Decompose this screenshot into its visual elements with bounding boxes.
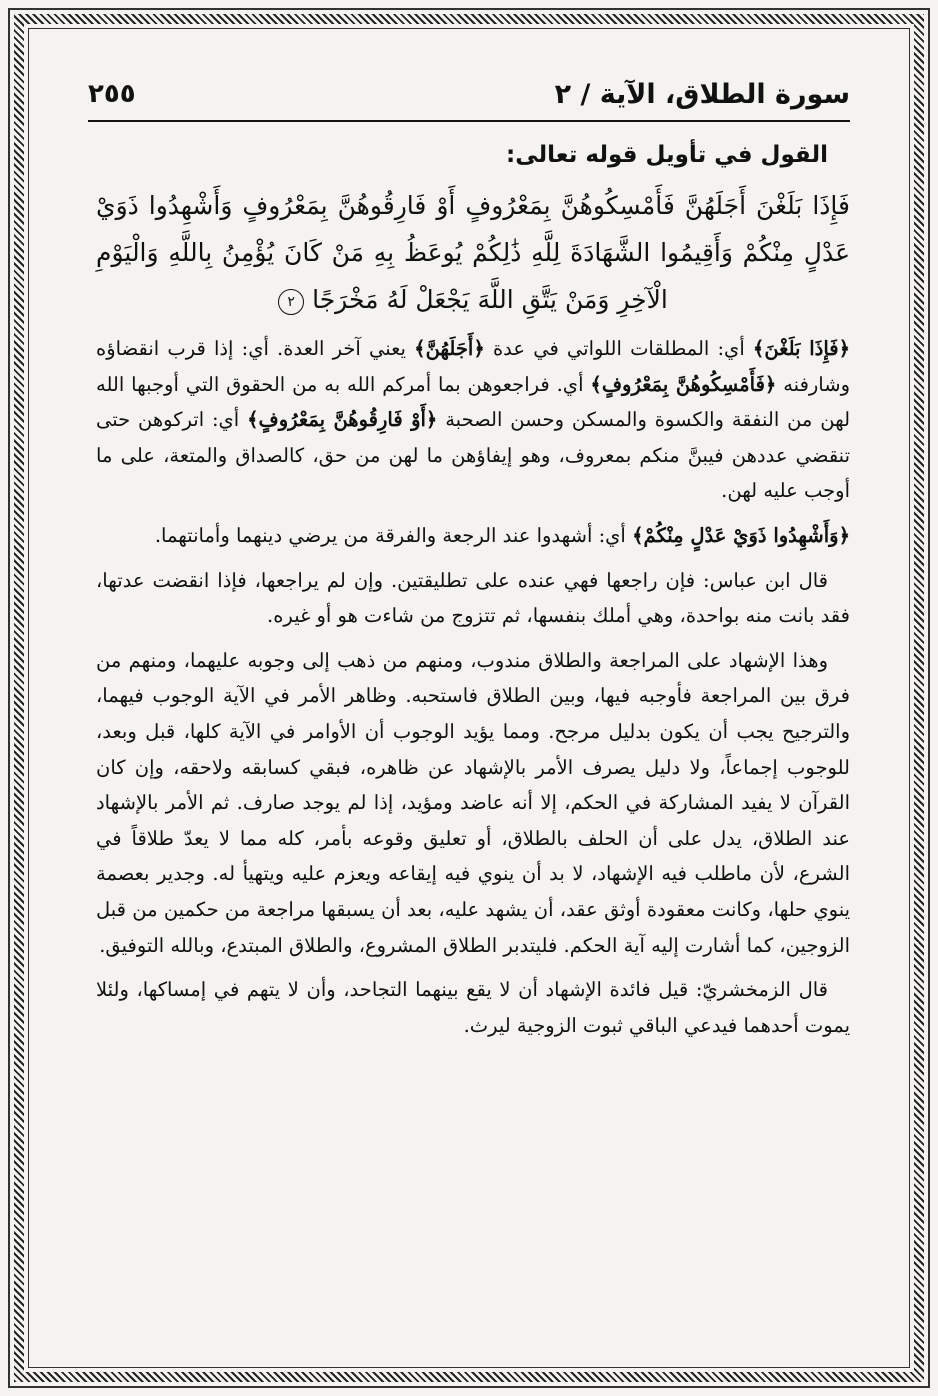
quran-verse-text: فَإِذَا بَلَغْنَ أَجَلَهُنَّ فَأَمْسِكُوهُنَّ بِمَعْرُوفٍ أَوْ فَارِقُوهُنَّ بِمَعْرُوفٍ وَأَشْهِدُوا ذَوَيْ عَدْلٍ مِنْكُمْ وَأَقِيمُوا الشَّهَادَةَ لِلَّهِ ذَٰلِكُمْ يُوعَظُ بِهِ مَنْ كَانَ يُؤْمِنُ بِاللَّهِ وَالْيَوْمِ الْآخِرِ وَمَنْ يَتَّقِ اللَّهَ يَجْعَلْ لَهُ مَخْرَجًا	[96, 191, 850, 314]
verse-number-marker: ٢	[278, 289, 304, 315]
commentary-text: أي. فراجعوهن بما أمركم الله به من الحقوق التي أوجبها الله لهن من النفقة والكسوة والمسكن وحسن الصحبة	[96, 372, 851, 432]
quran-quote: ﴿أَوْ فَارِقُوهُنَّ بِمَعْرُوفٍ﴾	[247, 408, 438, 432]
commentary-text: أي: أشهدوا عند الرجعة والفرقة من يرضي دينهما وأمانتهما.	[154, 523, 633, 547]
commentary-body	[96, 331, 850, 1043]
paragraph-p2	[96, 518, 850, 554]
commentary-text: يعني آخر العدة. أي: إذا قرب انقضاؤه وشارفنه	[96, 337, 851, 396]
paragraph-p1	[96, 331, 850, 509]
quran-quote: ﴿وَأَشْهِدُوا ذَوَيْ عَدْلٍ مِنْكُمْ﴾	[632, 523, 850, 547]
commentary-text: قال ابن عباس: فإن راجعها فهي عنده على تطليقتين. وإن لم يراجعها، فإذا انقضت عدتها، فقد بانت منه بواحدة، وهي أملك بنفسها، ثم تتزوج من شاءت هو أو غيره.	[96, 568, 850, 628]
running-header	[88, 68, 850, 122]
running-header-title: سورة الطلاق، الآية / ٢	[554, 78, 850, 110]
quran-quote: ﴿أَجَلَهُنَّ﴾	[414, 337, 485, 360]
paragraph-p3	[96, 563, 850, 634]
paragraph-p4	[96, 643, 850, 963]
paragraph-p5	[96, 972, 850, 1043]
commentary-text: قال الزمخشريّ: قيل فائدة الإشهاد أن لا يقع بينهما التجاحد، وأن لا يتهم في إمساكها، ولئلا يموت أحدهما فيدعي الباقي ثبوت الزوجية ليرث.	[96, 978, 850, 1037]
commentary-text: أي: المطلقات اللواتي في عدة	[484, 337, 753, 360]
section-heading: القول في تأويل قوله تعالى:	[506, 142, 828, 168]
quran-quote: ﴿فَأَمْسِكُوهُنَّ بِمَعْرُوفٍ﴾	[590, 372, 777, 396]
page-number: ٢٥٥	[88, 79, 136, 109]
quran-quote: ﴿فَإِذَا بَلَغْنَ﴾	[752, 337, 851, 360]
page-content	[96, 138, 850, 1052]
quran-verse	[96, 182, 850, 323]
commentary-text: أي: اتركوهن حتى تنقضي عددهن فيبنَّ منكم بمعروف، وهو إيفاؤهن ما لهن من حق، كالصداق والمتعة، على ما أوجب عليه لهن.	[96, 408, 850, 503]
commentary-text: وهذا الإشهاد على المراجعة والطلاق مندوب، ومنهم من ذهب إلى وجوبه عليهما، ومنهم من فرق بين المراجعة فأوجبه فيها، وبين الطلاق فاستحبه. وظاهر الأمر في الآية الوجوب فيهما، والترجيح يجب أن يكون بدليل مرجح. ومما يؤيد الوجوب أن الأوامر في الآية كلها، قبل وبعد، للوجوب إجماعاً، ولا دليل يصرف الأمر بالإشهاد عن ظاهره، فبقي كسابقه ولاحقه، وإن كان القرآن لا يفيد المشاركة في الحكم، إلا أنه عاضد ومؤيد، إذا لم يوجد صارف. ثم الأمر بالإشهاد عند الطلاق، يدل على أن الحلف بالطلاق، أو تعليق وقوعه بأمر، كله مما لا يعدّ طلاقاً في الشرع، لأن ماطلب فيه الإشهاد، لا بد أن ينوي فيه إيقاعه ويعزم عليه ويتهيأ له. وجدير بعصمة ينوي حلها، وكانت معقودة أوثق عقد، أن يشهد عليه، بعد أن يسبقها مراجعة من حكمين من قبل الزوجين، كما أشارت إليه آية الحكم. فليتدبر الطلاق المشروع، والطلاق المبتدع، وبالله التوفيق.	[96, 648, 850, 957]
